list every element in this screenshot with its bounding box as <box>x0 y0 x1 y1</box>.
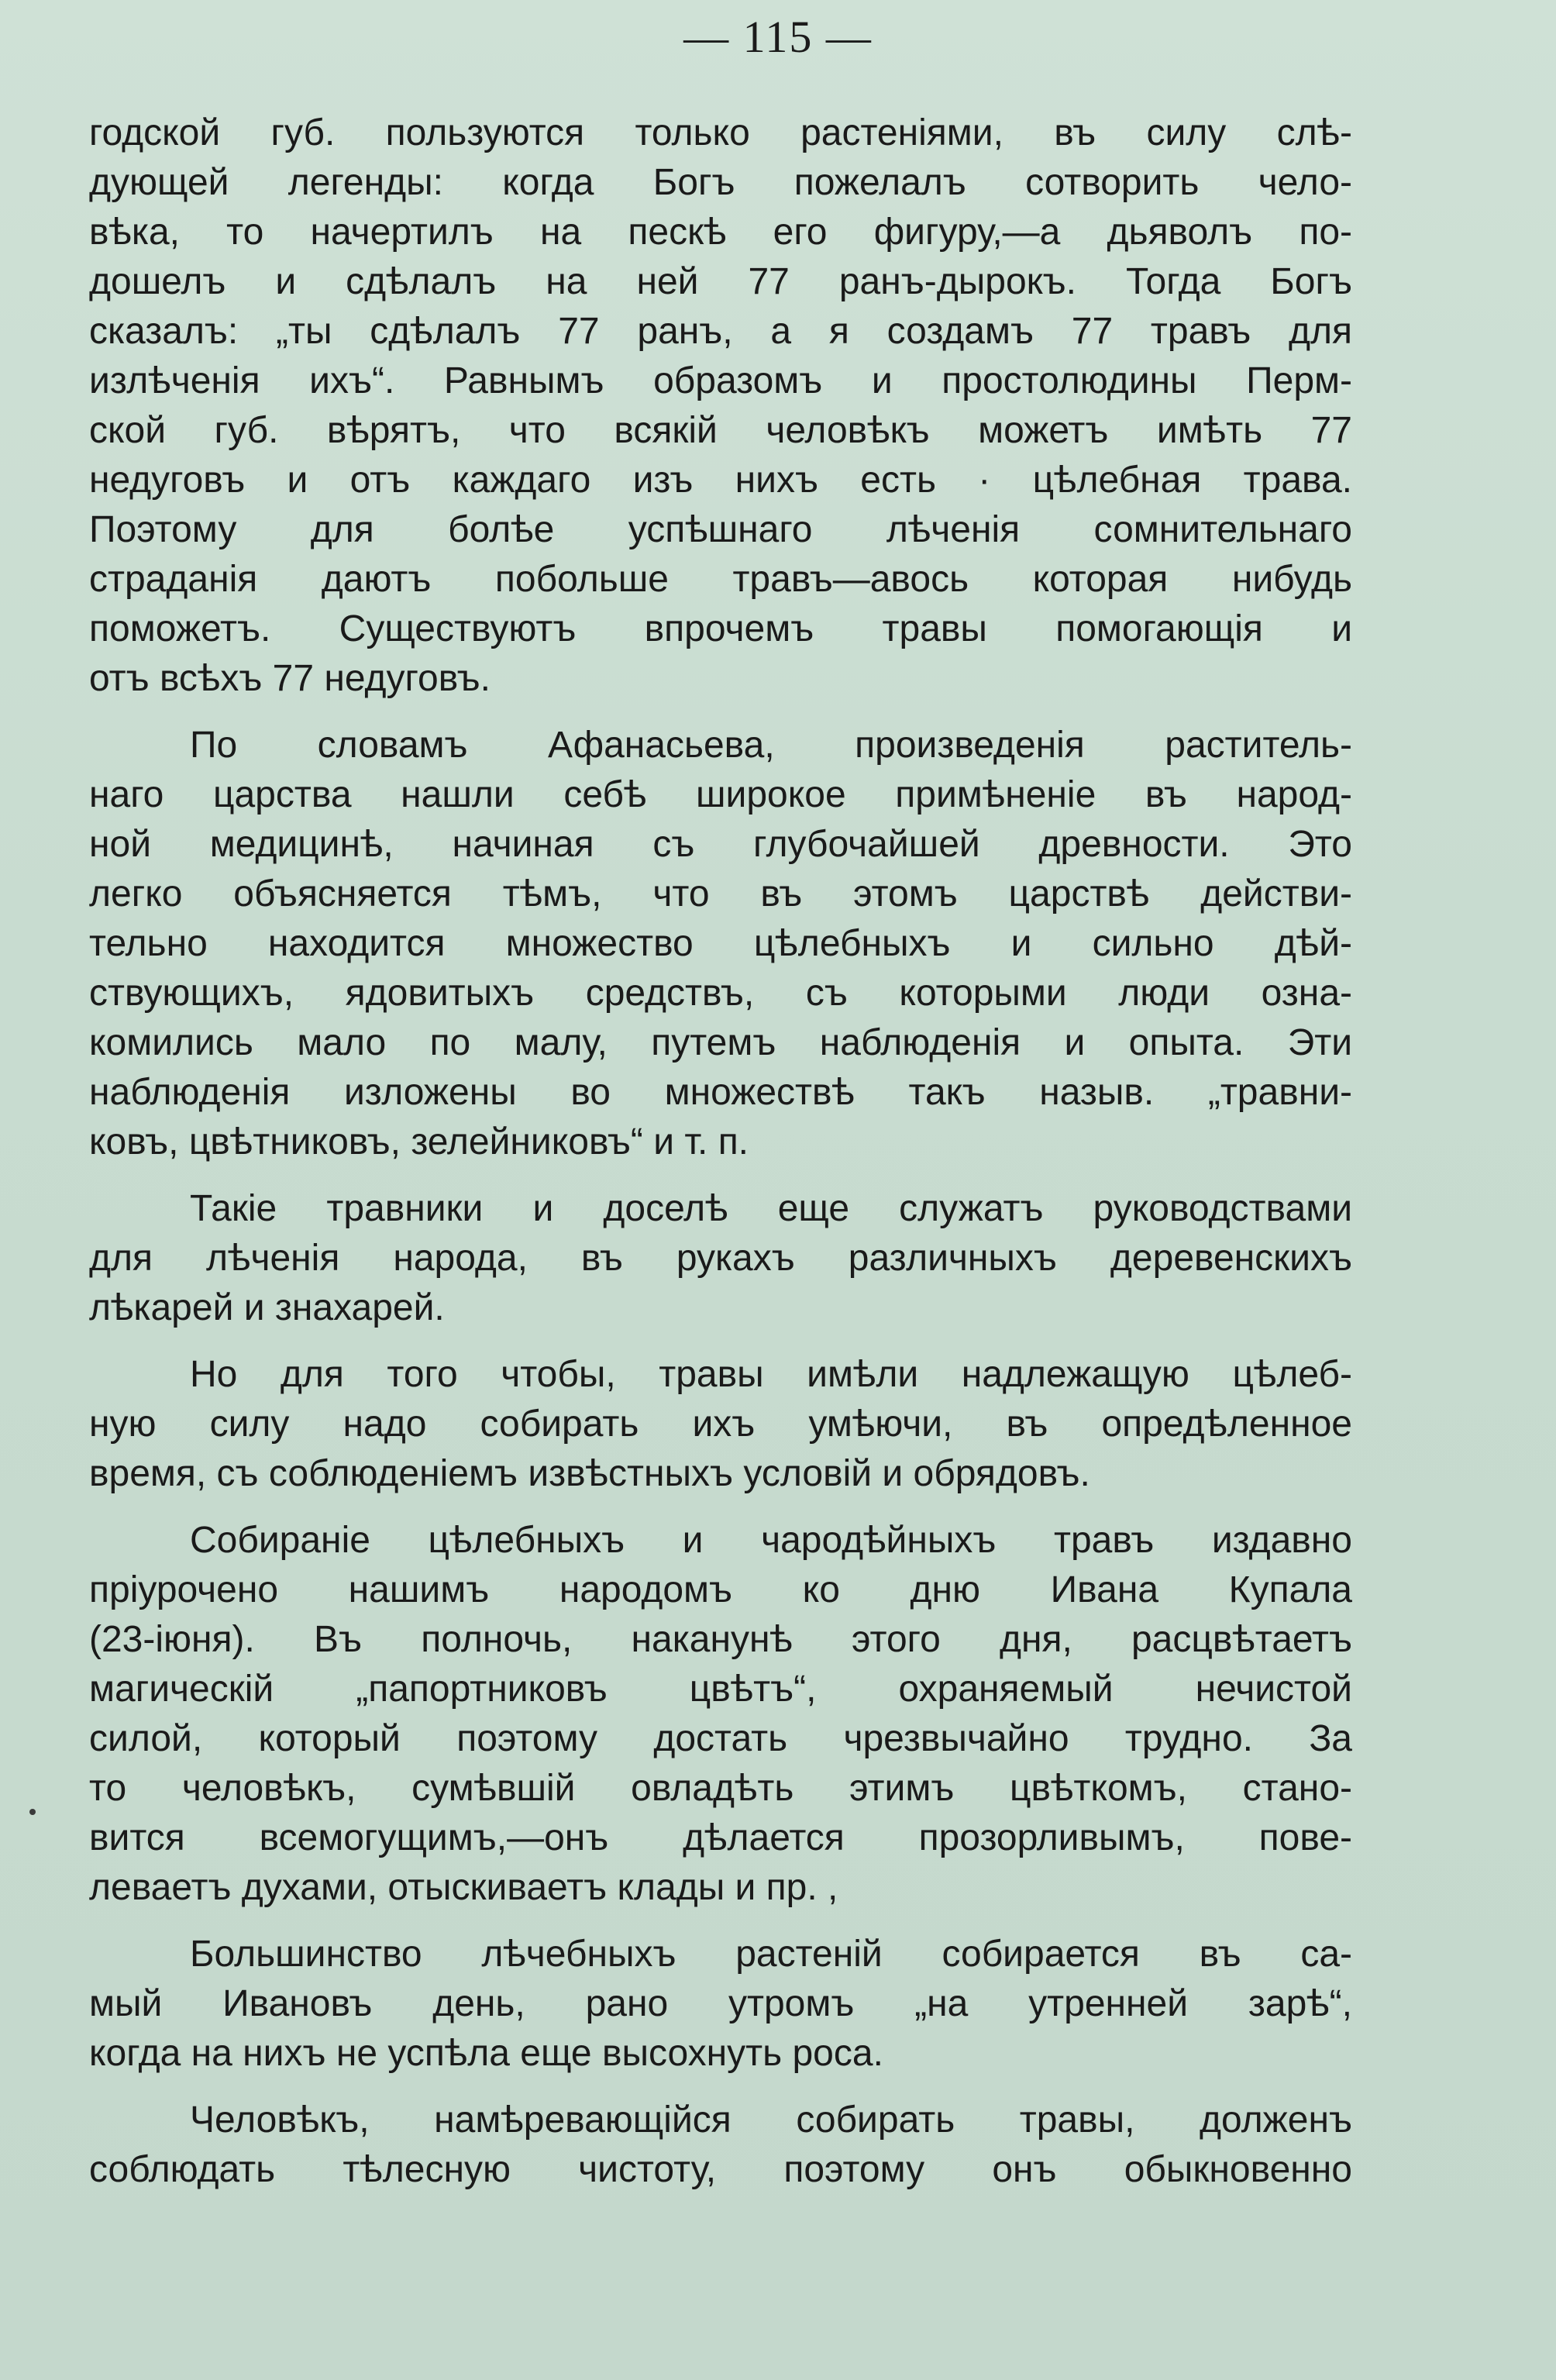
text-line: вится всемогущимъ,—онъ дѣлается прозорливымъ, пове- <box>89 1817 1352 1858</box>
text-line: магическій „папортниковъ цвѣтъ“, охраняемый нечистой <box>89 1669 1352 1710</box>
text-line: для лѣченія народа, въ рукахъ различныхъ деревенскихъ <box>89 1238 1352 1279</box>
text-line: время, съ соблюденіемъ извѣстныхъ условій и обрядовъ. <box>89 1453 1090 1494</box>
text-line: лѣкарей и знахарей. <box>89 1287 445 1328</box>
text-line: излѣченія ихъ“. Равнымъ образомъ и простолюдины Перм- <box>89 360 1352 401</box>
text-line: недуговъ и отъ каждаго изъ нихъ есть · цѣлебная трава. <box>89 460 1352 501</box>
margin-speck <box>29 1809 36 1815</box>
paragraph-7 <box>89 2096 1352 2195</box>
text-line: легко объясняется тѣмъ, что въ этомъ царствѣ действи- <box>89 873 1352 914</box>
text-line: комились мало по малу, путемъ наблюденія и опыта. Эти <box>89 1022 1352 1063</box>
text-line: мый Ивановъ день, рано утромъ „на утренней зарѣ“, <box>89 1983 1352 2024</box>
text-line: отъ всѣхъ 77 недуговъ. <box>89 658 491 699</box>
paragraph-3 <box>89 1184 1352 1333</box>
text-line: ной медицинѣ, начиная съ глубочайшей древности. Это <box>89 824 1352 865</box>
text-line: ковъ, цвѣтниковъ, зелейниковъ“ и т. п. <box>89 1121 749 1162</box>
text-line: дующей легенды: когда Богъ пожелалъ сотворить чело- <box>89 162 1352 203</box>
text-line: сказалъ: „ты сдѣлалъ 77 ранъ, а я создамъ 77 травъ для <box>89 311 1352 352</box>
text-line: Собираніе цѣлебныхъ и чародѣйныхъ травъ издавно <box>190 1520 1352 1561</box>
text-line: Человѣкъ, намѣревающійся собирать травы, долженъ <box>190 2099 1352 2141</box>
text-line: По словамъ Афанасьева, произведенія раститель- <box>190 725 1352 766</box>
text-line: ную силу надо собирать ихъ умѣючи, въ опредѣленное <box>89 1404 1352 1445</box>
text-line: вѣка, то начертилъ на пескѣ его фигуру,—а дьяволъ по- <box>89 212 1352 253</box>
paragraph-4 <box>89 1350 1352 1499</box>
paragraph-2 <box>89 721 1352 1167</box>
text-line: наблюденія изложены во множествѣ такъ назыв. „травни- <box>89 1072 1352 1113</box>
text-line: наго царства нашли себѣ широкое примѣненіе въ народ- <box>89 774 1352 815</box>
text-line: леваетъ духами, отыскиваетъ клады и пр. , <box>89 1867 838 1908</box>
paragraph-5 <box>89 1516 1352 1913</box>
text-line: дошелъ и сдѣлалъ на ней 77 ранъ-дырокъ. Тогда Богъ <box>89 261 1352 302</box>
page-number: — 115 — <box>683 12 873 62</box>
text-line: Большинство лѣчебныхъ растеній собирается въ са- <box>190 1934 1352 1975</box>
text-line: когда на нихъ не успѣла еще высохнуть роса. <box>89 2033 883 2074</box>
body-text <box>89 108 1352 2212</box>
text-line: (23-іюня). Въ полночь, наканунѣ этого дня, расцвѣтаетъ <box>89 1619 1352 1660</box>
text-line: пріурочено нашимъ народомъ ко дню Ивана Купала <box>89 1569 1352 1610</box>
text-line: соблюдать тѣлесную чистоту, поэтому онъ обыкновенно <box>89 2149 1352 2190</box>
text-line: страданія даютъ побольше травъ—авось которая нибудь <box>89 559 1352 600</box>
paragraph-1 <box>89 108 1352 704</box>
text-line: ской губ. вѣрятъ, что всякій человѣкъ можетъ имѣть 77 <box>89 410 1352 451</box>
text-line: Но для того чтобы, травы имѣли надлежащую цѣлеб- <box>190 1354 1352 1395</box>
paragraph-6 <box>89 1930 1352 2079</box>
text-line: поможетъ. Существуютъ впрочемъ травы помогающія и <box>89 608 1352 649</box>
text-line: годской губ. пользуются только растеніями, въ силу слѣ- <box>89 112 1352 153</box>
text-line: Такіе травники и доселѣ еще служатъ руководствами <box>190 1188 1352 1229</box>
text-line: Поэтому для болѣе успѣшнаго лѣченія сомнительнаго <box>89 509 1352 550</box>
text-line: то человѣкъ, сумѣвшій овладѣть этимъ цвѣткомъ, стано- <box>89 1768 1352 1809</box>
text-line: силой, который поэтому достать чрезвычайно трудно. За <box>89 1718 1352 1759</box>
text-line: ствующихъ, ядовитыхъ средствъ, съ которыми люди озна- <box>89 973 1352 1014</box>
text-line: тельно находится множество цѣлебныхъ и сильно дѣй- <box>89 923 1352 964</box>
